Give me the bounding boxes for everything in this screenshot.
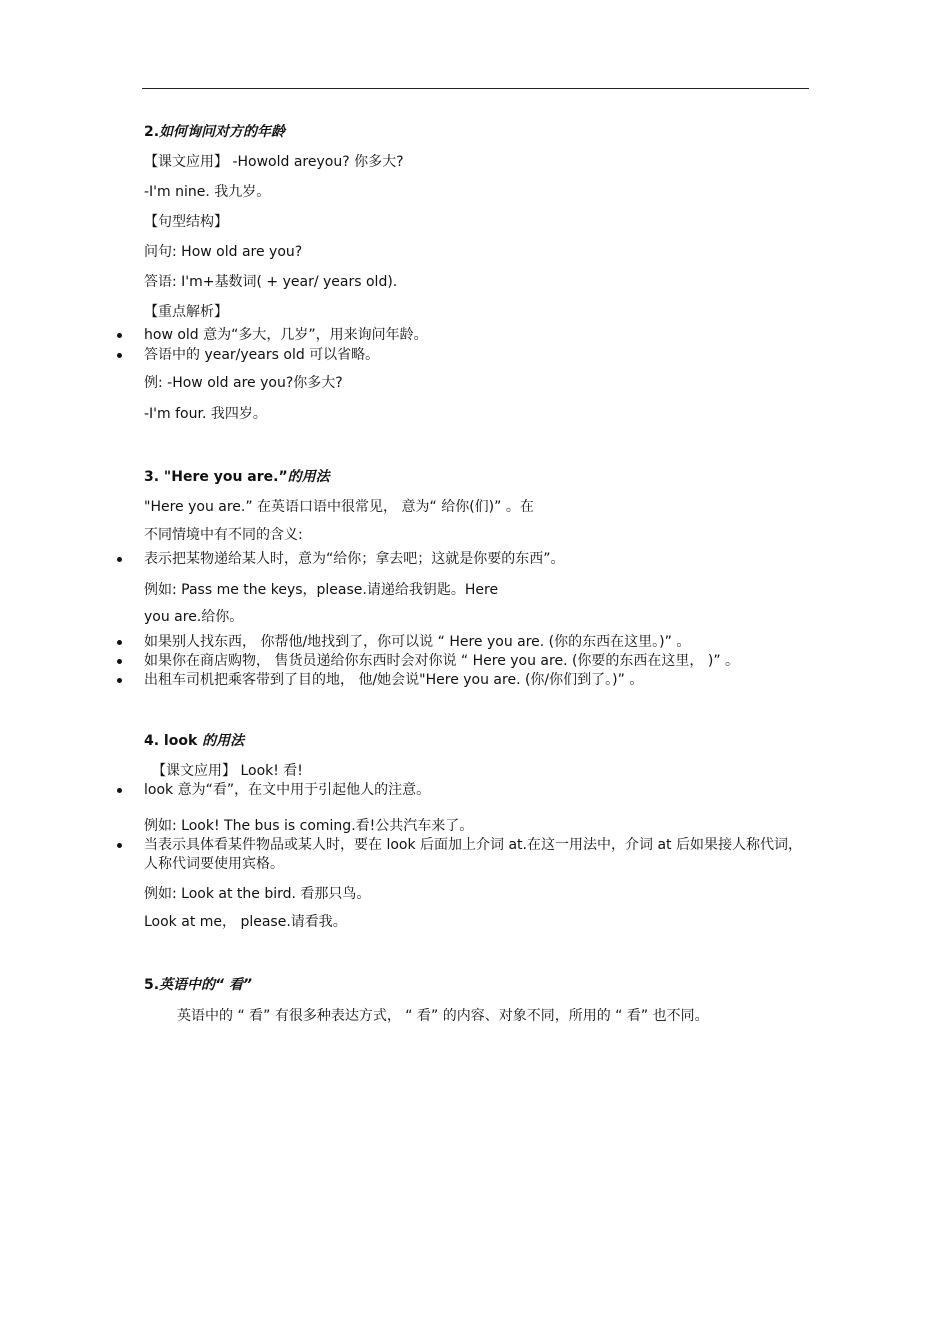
bullet-item: how old 意为“多大，几岁”，用来询问年龄。 (144, 326, 809, 345)
text-line: 例如: Pass me the keys，please.请递给我钥匙。Here (144, 582, 499, 598)
text-line: 英语中的 “ 看” 有很多种表达方式， “ 看” 的内容、对象不同，所用的 “ 看” 也不同。 (177, 1008, 709, 1024)
text-line: 问句: How old are you? (144, 244, 303, 260)
bullet-item: 如果别人找东西， 你帮他/地找到了，你可以说 “ Here you are. (你的东西在这里。)” 。 (144, 633, 809, 652)
text-line: 【课文应用】 -Howold areyou? 你多大? (144, 154, 404, 170)
text-line: -I'm nine. 我九岁。 (144, 184, 271, 200)
text-line: 【课文应用】 Look! 看! (152, 763, 303, 779)
bullet-item: 出租车司机把乘客带到了目的地， 他/她会说"Here you are. (你/你们到了。)” 。 (144, 671, 809, 690)
section-2-title: 2.如何询问对方的年龄 (144, 124, 286, 140)
bullet-item: 表示把某物递给某人时，意为“给你；拿去吧；这就是你要的东西”。 (144, 550, 809, 569)
text-line: -I'm four. 我四岁。 (144, 406, 267, 422)
section-4-title: 4. look 的用法 (144, 733, 245, 749)
text-line: 例如: Look at the bird. 看那只鸟。 (144, 886, 371, 902)
text-line: "Here you are.” 在英语口语中很常见， 意为“ 给你(们)” 。在 (144, 499, 534, 515)
bullet-item: 当表示具体看某件物品或某人时，要在 look 后面加上介词 at.在这一用法中，介词 at 后如果接人称代词，人称代词要使用宾格。 (144, 836, 809, 874)
text-line: Look at me， please.请看我。 (144, 914, 347, 930)
text-line: 不同情境中有不同的含义: (144, 527, 303, 543)
section-5-title: 5.英语中的“ 看” (144, 977, 252, 993)
text-line: 例: -How old are you?你多大? (144, 375, 343, 391)
bullet-item: 如果你在商店购物， 售货员递给你东西时会对你说 “ Here you are. (你要的东西在这里， )” 。 (144, 652, 809, 671)
text-line: you are.给你。 (144, 609, 244, 625)
text-line: 【重点解析】 (144, 304, 228, 320)
section-3-title: 3. "Here you are.”的用法 (144, 469, 330, 485)
bullet-item: look 意为“看”，在文中用于引起他人的注意。 (144, 781, 809, 800)
bullet-item: 答语中的 year/years old 可以省略。 (144, 346, 809, 365)
text-line: 答语: I'm+基数词( + year/ years old). (144, 274, 398, 290)
text-line: 例如: Look! The bus is coming.看!公共汽车来了。 (144, 818, 474, 834)
text-line: 【句型结构】 (144, 214, 228, 230)
header-rule (142, 88, 809, 89)
